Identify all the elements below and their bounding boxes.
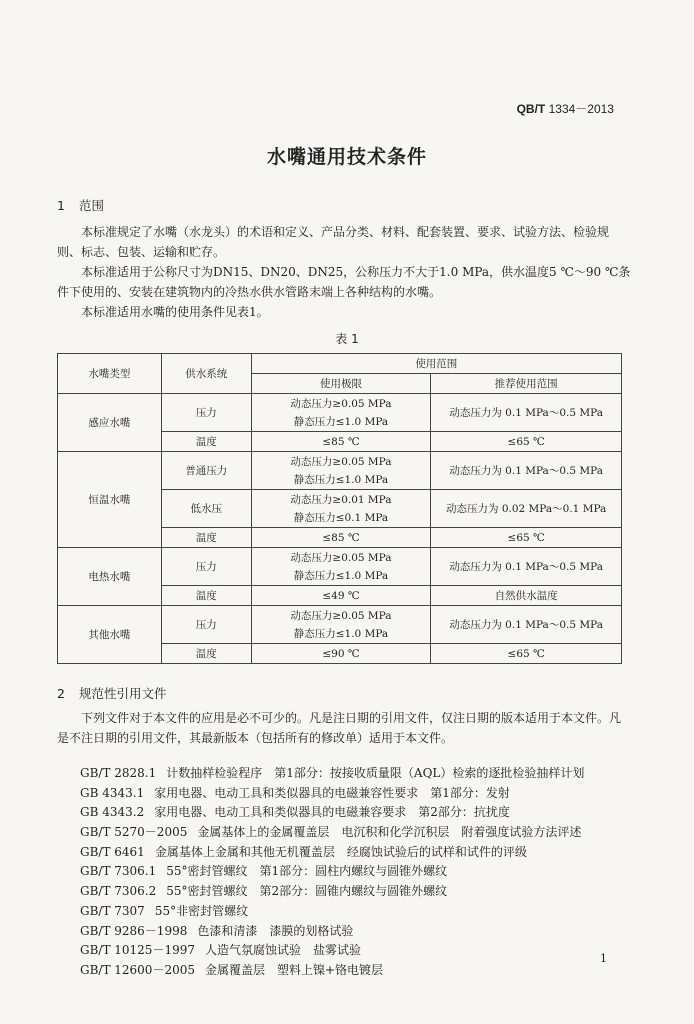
paragraph: 本标准规定了水嘴（水龙头）的术语和定义、产品分类、材料、配套装置、要求、试验方法、检验规则、标志、包装、运输和贮存。	[57, 225, 610, 259]
recommended-range-cell: ≤65 ℃	[431, 432, 622, 452]
reference-item	[80, 862, 584, 882]
table-row	[58, 606, 622, 644]
usage-limit-line: 静态压力≤1.0 MPa	[293, 569, 389, 582]
reference-code: GB/T 5270－2005	[80, 825, 188, 840]
reference-item	[80, 803, 584, 823]
recommended-range-cell: 动态压力为 0.1 MPa～0.5 MPa	[431, 452, 622, 490]
reference-list	[80, 764, 584, 981]
table-row	[58, 548, 622, 586]
faucet-type-cell: 电热水嘴	[58, 548, 162, 606]
reference-item	[80, 823, 584, 843]
paragraph: 本标准适用水嘴的使用条件见表1。	[81, 305, 269, 319]
table-header-cell: 推荐使用范围	[431, 374, 622, 394]
faucet-type-cell: 感应水嘴	[58, 394, 162, 452]
usage-limit-cell: ≤90 ℃	[251, 644, 431, 664]
paragraph: 下列文件对于本文件的应用是必不可少的。凡是注日期的引用文件，仅注日期的版本适用于本文件。凡是不注日期的引用文件，其最新版本（包括所有的修改单）适用于本文件。	[57, 711, 622, 745]
recommended-range-cell: 动态压力为 0.1 MPa～0.5 MPa	[431, 606, 622, 644]
standard-prefix: QB/T	[516, 102, 546, 116]
document-title: 水嘴通用技术条件	[266, 146, 427, 168]
supply-system-cell: 压力	[161, 606, 251, 644]
reference-title: 金属基体上金属和其他无机覆盖层 经腐蚀试验后的试样和试件的评级	[154, 844, 527, 859]
supply-system-cell: 普通压力	[161, 452, 251, 490]
table-row	[58, 394, 622, 432]
recommended-range-cell: 动态压力为 0.1 MPa～0.5 MPa	[431, 394, 622, 432]
section-title: 规范性引用文件	[79, 686, 167, 701]
table-header-cell: 水嘴类型	[58, 354, 162, 394]
usage-limit-cell	[251, 548, 431, 586]
usage-limit-cell	[251, 452, 431, 490]
usage-limit-cell	[251, 490, 431, 528]
usage-limit-cell: ≤85 ℃	[251, 528, 431, 548]
table-caption: 表 1	[335, 332, 359, 346]
reference-item	[80, 941, 584, 961]
usage-limit-line: 动态压力≥0.05 MPa	[290, 397, 392, 410]
usage-limit-cell	[251, 606, 431, 644]
reference-code: GB/T 12600－2005	[80, 962, 195, 977]
table-header-cell: 供水系统	[161, 354, 251, 394]
supply-system-cell: 温度	[161, 528, 251, 548]
page-number: 1	[600, 952, 607, 965]
reference-code: GB/T 6461	[80, 844, 145, 859]
reference-item	[80, 784, 584, 804]
table-row	[58, 452, 622, 490]
reference-title: 金属基体上的金属覆盖层 电沉积和化学沉积层 附着强度试验方法评述	[197, 825, 582, 840]
standard-number: 1334－2013	[548, 102, 614, 116]
recommended-range-cell: ≤65 ℃	[431, 528, 622, 548]
reference-title: 计数抽样检验程序 第1部分：按接收质量限（AQL）检索的逐批检验抽样计划	[166, 766, 585, 780]
faucet-type-cell: 其他水嘴	[58, 606, 162, 664]
usage-limit-line: 动态压力≥0.01 MPa	[290, 493, 392, 506]
supply-system-cell: 温度	[161, 644, 251, 664]
section-1-heading	[57, 196, 104, 214]
reference-title: 55°密封管螺纹 第1部分：圆柱内螺纹与圆锥外螺纹	[166, 864, 448, 879]
reference-title: 55°非密封管螺纹	[154, 903, 249, 918]
faucet-type-cell: 恒温水嘴	[58, 452, 162, 548]
reference-item	[80, 922, 584, 942]
usage-limit-line: 静态压力≤1.0 MPa	[293, 415, 389, 428]
reference-item	[80, 882, 584, 902]
recommended-range-cell: 动态压力为 0.1 MPa～0.5 MPa	[431, 548, 622, 586]
reference-item	[80, 961, 584, 981]
recommended-range-cell: 动态压力为 0.02 MPa～0.1 MPa	[431, 490, 622, 528]
usage-limit-line: 静态压力≤1.0 MPa	[293, 627, 389, 640]
reference-item	[80, 764, 584, 784]
reference-title: 家用电器、电动工具和类似器具的电磁兼容性要求 第1部分：发射	[154, 785, 510, 800]
reference-code: GB/T 9286－1998	[80, 923, 188, 938]
reference-item	[80, 843, 584, 863]
reference-code: GB/T 7306.2	[80, 884, 157, 899]
usage-limit-cell: ≤85 ℃	[251, 432, 431, 452]
section-2-heading	[57, 684, 167, 702]
reference-title: 家用电器、电动工具和类似器具的电磁兼容要求 第2部分：抗扰度	[154, 805, 510, 820]
usage-limit-cell: ≤49 ℃	[251, 586, 431, 606]
supply-system-cell: 温度	[161, 432, 251, 452]
reference-title: 色漆和清漆 漆膜的划格试验	[197, 923, 354, 938]
section-title: 范围	[79, 198, 105, 213]
recommended-range-cell: ≤65 ℃	[431, 644, 622, 664]
reference-code: GB/T 7306.1	[80, 864, 157, 879]
table-header-cell: 使用极限	[251, 374, 431, 394]
usage-conditions-table	[57, 353, 622, 664]
supply-system-cell: 温度	[161, 586, 251, 606]
usage-limit-cell	[251, 394, 431, 432]
reference-title: 人造气氛腐蚀试验 盐雾试验	[204, 943, 361, 958]
recommended-range-cell: 自然供水温度	[431, 586, 622, 606]
reference-title: 55°密封管螺纹 第2部分：圆锥内螺纹与圆锥外螺纹	[166, 884, 448, 899]
usage-limit-line: 静态压力≤1.0 MPa	[293, 473, 389, 486]
reference-title: 金属覆盖层 塑料上镍+铬电镀层	[204, 962, 384, 977]
table-header-cell: 使用范围	[251, 354, 621, 374]
usage-limit-line: 静态压力≤0.1 MPa	[293, 511, 389, 524]
usage-limit-line: 动态压力≥0.05 MPa	[290, 551, 392, 564]
reference-code: GB/T 10125－1997	[80, 943, 195, 958]
standard-code	[517, 100, 614, 117]
supply-system-cell: 低水压	[161, 490, 251, 528]
reference-code: GB/T 7307	[80, 903, 145, 918]
reference-code: GB 4343.1	[80, 785, 145, 800]
usage-limit-line: 动态压力≥0.05 MPa	[290, 455, 392, 468]
usage-limit-line: 动态压力≥0.05 MPa	[290, 609, 392, 622]
section-number: 1	[57, 198, 65, 213]
supply-system-cell: 压力	[161, 394, 251, 432]
supply-system-cell: 压力	[161, 548, 251, 586]
reference-code: GB/T 2828.1	[80, 766, 157, 780]
section-number: 2	[57, 686, 65, 701]
reference-item	[80, 902, 584, 922]
paragraph: 本标准适用于公称尺寸为DN15、DN20、DN25，公称压力不大于1.0 MPa，供水温度5 ℃～90 ℃条件下使用的、安装在建筑物内的冷热水供水管路末端上各种结构的水嘴。	[57, 265, 631, 299]
reference-code: GB 4343.2	[80, 805, 145, 820]
